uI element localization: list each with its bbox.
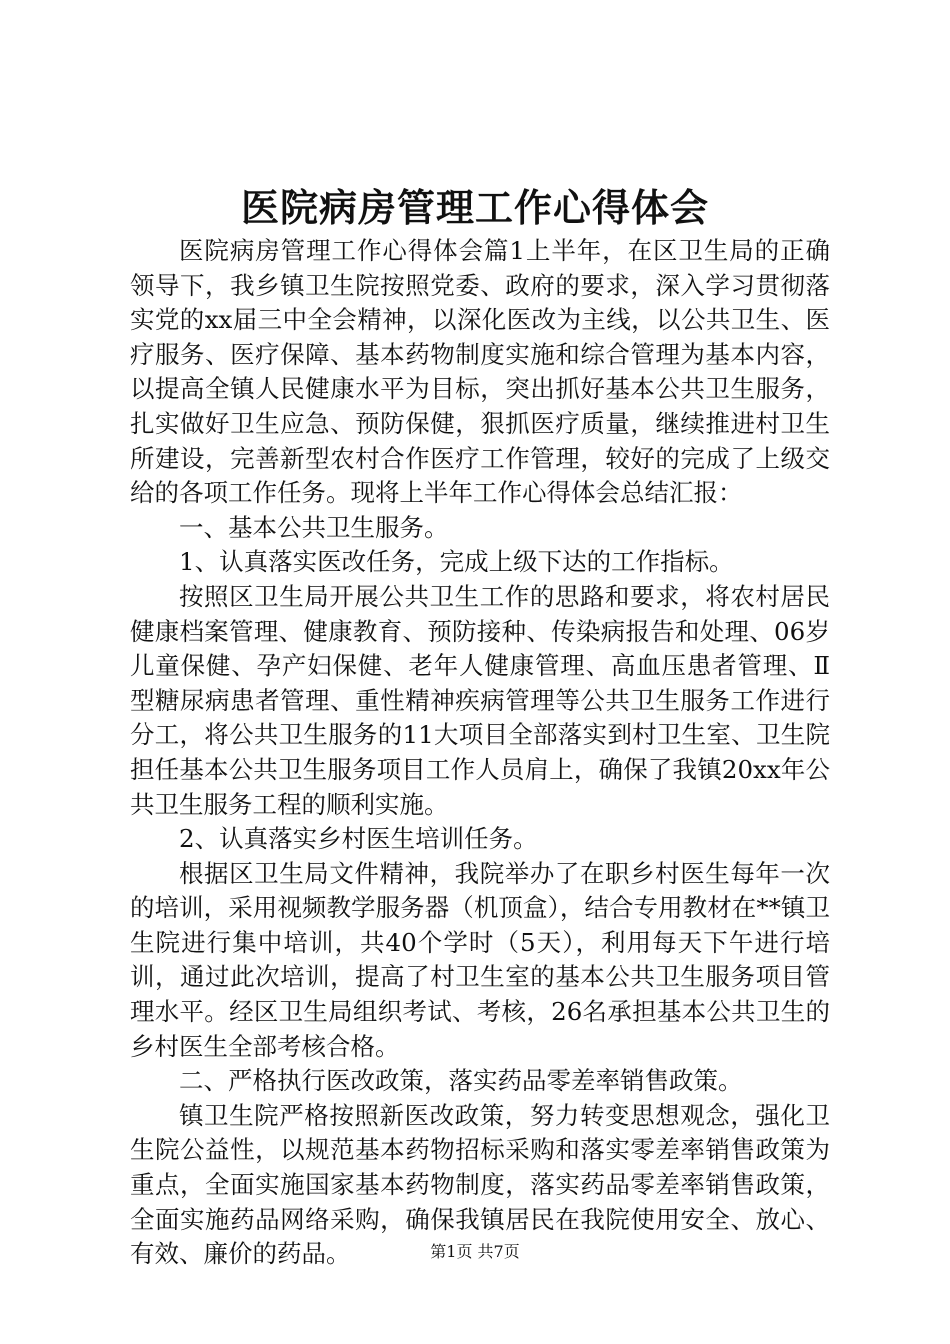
- paragraph-public-health-work: 按照区卫生局开展公共卫生工作的思路和要求，将农村居民健康档案管理、健康教育、预防接种、传染病报告和处理、06岁儿童保健、孕产妇保健、老年人健康管理、高血压患者管理、Ⅱ型糖尿病患者管理、重性精神疾病管理等公共卫生服务工作进行分工，将公共卫生服务的11大项目全部落实到村卫生室、卫生院担任基本公共卫生服务项目工作人员肩上，确保了我镇20xx年公共卫生服务工程的顺利实施。: [130, 581, 830, 819]
- paragraph-intro: 医院病房管理工作心得体会篇1上半年，在区卫生局的正确领导下，我乡镇卫生院按照党委、政府的要求，深入学习贯彻落实党的xx届三中全会精神，以深化医改为主线，以公共卫生、医疗服务、医疗保障、基本药物制度实施和综合管理为基本内容，以提高全镇人民健康水平为目标，突出抓好基本公共卫生服务，扎实做好卫生应急、预防保健，狠抓医疗质量，继续推进村卫生所建设，完善新型农村合作医疗工作管理，较好的完成了上级交给的各项工作任务。现将上半年工作心得体会总结汇报：: [130, 236, 830, 508]
- document-body: [130, 234, 830, 1272]
- subheading-reform-tasks: 1、认真落实医改任务，完成上级下达的工作指标。: [179, 547, 734, 577]
- paragraph-drug-policy: 镇卫生院严格按照新医改政策，努力转变思想观念，强化卫生院公益性，以规范基本药物招标采购和落实零差率销售政策为重点，全面实施国家基本药物制度，落实药品零差率销售政策，全面实施药品网络采购，确保我镇居民在我院使用安全、放心、有效、廉价的药品。: [130, 1100, 830, 1269]
- section-heading-public-health: 一、基本公共卫生服务。: [179, 512, 449, 542]
- document-title: 医院病房管理工作心得体会: [240, 185, 709, 230]
- subheading-training-tasks: 2、认真落实乡村医生培训任务。: [179, 824, 538, 854]
- section-heading-drug-policy: 二、严格执行医改政策，落实药品零差率销售政策。: [179, 1066, 743, 1096]
- paragraph-training: 根据区卫生局文件精神，我院举办了在职乡村医生每年一次的培训，采用视频教学服务器（机顶盒），结合专用教材在**镇卫生院进行集中培训，共40个学时（5天），利用每天下午进行培训，通过此次培训，提高了村卫生室的基本公共卫生服务项目管理水平。经区卫生局组织考试、考核，26名承担基本公共卫生的乡村医生全部考核合格。: [130, 858, 830, 1061]
- page-footer: 第1页 共7页: [430, 1242, 520, 1261]
